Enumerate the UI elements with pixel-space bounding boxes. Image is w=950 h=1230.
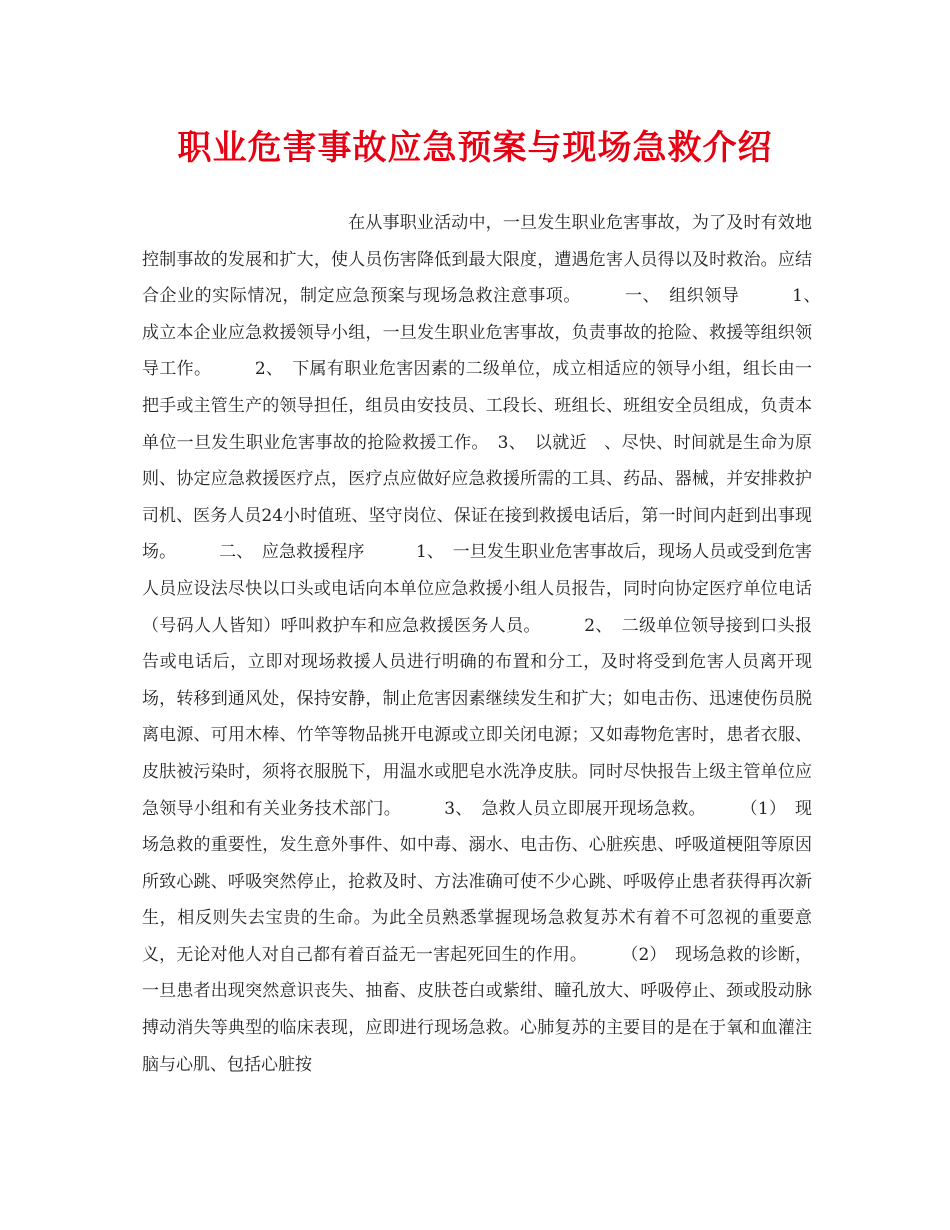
document-title: 职业危害事故应急预案与现场急救介绍 [177,128,773,168]
document-body [142,205,829,1083]
document-body-text: 在从事职业活动中，一旦发生职业危害事故，为了及时有效地控制事故的发展和扩大，使人员伤害降低到最大限度，遭遇危害人员得以及时救治。应结合企业的实际情况，制定应急预案与现场急救注意事项。 一、 组织领导 1、 成立本企业应急救援领导小组，一旦发生职业危害事故，负责事故的抢险、救援等组织领导工作。 2、 下属有职业危害因素的二级单位，成立相适应的领导小组，组长由一把手或主管生产的领导担任，组员由安技员、工段长、班组长、班组安全员组成，负责本单位一旦发生职业危害事故的抢险救援工作。 3、 以就近 、尽快、时间就是生命为原则、协定应急救援医疗点，医疗点应做好应急救援所需的工具、药品、器械，并安排救护司机、医务人员24小时值班、坚守岗位、保证在接到救援电话后，第一时间内赶到出事现场。 二、 应急救援程序 1、 一旦发生职业危害事故后，现场人员或受到危害人员应设法尽快以口头或电话向本单位应急救援小组人员报告，同时向协定医疗单位电话（号码人人皆知）呼叫救护车和应急救援医务人员。 2、 二级单位领导接到口头报告或电话后，立即对现场救援人员进行明确的布置和分工，及时将受到危害人员离开现场，转移到通风处，保持安静，制止危害因素继续发生和扩大；如电击伤、迅速使伤员脱离电源、可用木棒、竹竿等物品挑开电源或立即关闭电源；又如毒物危害时，患者衣服、皮肤被污染时，须将衣服脱下，用温水或肥皂水洗净皮肤。同时尽快报告上级主管单位应急领导小组和有关业务技术部门。 3、 急救人员立即展开现场急救。 （1） 现场急救的重要性，发生意外事件、如中毒、溺水、电击伤、心脏疾患、呼吸道梗阻等原因所致心跳、呼吸突然停止，抢救及时、方法准确可使不少心跳、呼吸停止患者获得再次新生，相反则失去宝贵的生命。为此全员熟悉掌握现场急救复苏术有着不可忽视的重要意义，无论对他人对自己都有着百益无一害起死回生的作用。 （2） 现场急救的诊断，一旦患者出现突然意识丧失、抽畜、皮肤苍白或紫绀、瞳孔放大、呼吸停止、颈或股动脉搏动消失等典型的临床表现，应即进行现场急救。心肺复苏的主要目的是在于氧和血灌注脑与心肌、包括心脏按 [142,213,829,1075]
